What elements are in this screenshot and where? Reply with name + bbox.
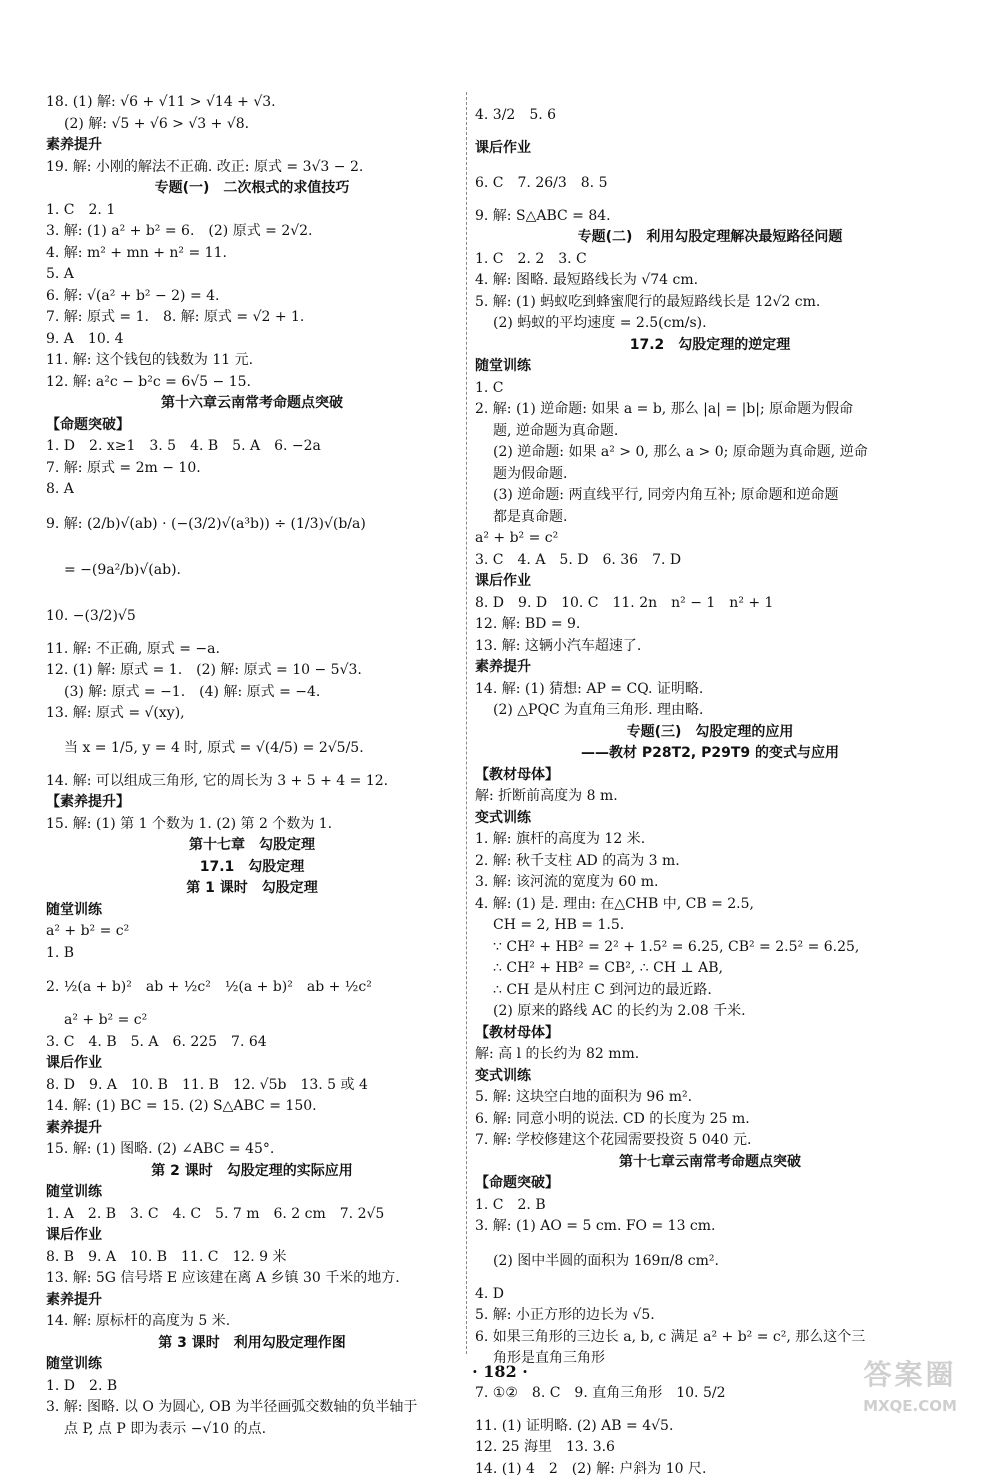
answer-line: 10. −(3/2)√5 <box>46 593 458 639</box>
answer-line: 9. A 10. 4 <box>46 329 458 351</box>
answer-line: 12. (1) 解: 原式 = 1. (2) 解: 原式 = 10 − 5√3. <box>46 660 458 682</box>
answer-line: 1. C 2. 1 <box>46 200 458 222</box>
answer-line: 7. 解: 学校修建这个花园需要投资 5 040 元. <box>475 1130 945 1152</box>
subsection-label: 课后作业 <box>475 571 945 593</box>
answer-line: 12. 解: a²c − b²c = 6√5 − 15. <box>46 372 458 394</box>
answer-line: ∴ CH² + HB² = CB², ∴ CH ⊥ AB, <box>475 958 945 980</box>
answer-line: 角形是直角三角形 <box>475 1348 945 1370</box>
subsection-label: 素养提升 <box>475 657 945 679</box>
section-heading: 第 3 课时 利用勾股定理作图 <box>46 1333 458 1355</box>
answer-line: 当 x = 1/5, y = 4 时, 原式 = √(4/5) = 2√5/5. <box>46 725 458 771</box>
page-number: · 182 · <box>0 1362 1000 1381</box>
answer-line: 8. B 9. A 10. B 11. C 12. 9 米 <box>46 1247 458 1269</box>
answer-line: 3. 解: 该河流的宽度为 60 m. <box>475 872 945 894</box>
subsection-label: 【素养提升】 <box>46 792 458 814</box>
answer-line: 11. 解: 不正确, 原式 = −a. <box>46 639 458 661</box>
answer-line: 15. 解: (1) 图略. (2) ∠ABC = 45°. <box>46 1139 458 1161</box>
section-heading: 专题(三) 勾股定理的应用 <box>475 722 945 744</box>
answer-line: 解: 高 l 的长约为 82 mm. <box>475 1044 945 1066</box>
answer-line: 12. 解: BD = 9. <box>475 614 945 636</box>
answer-line: CH = 2, HB = 1.5. <box>475 915 945 937</box>
subsection-label: 【命题突破】 <box>46 415 458 437</box>
answer-line: 都是真命题. <box>475 507 945 529</box>
answer-line: 5. A <box>46 264 458 286</box>
answer-line: (3) 解: 原式 = −1. (4) 解: 原式 = −4. <box>46 682 458 704</box>
subsection-label: 变式训练 <box>475 808 945 830</box>
answer-line: (2) △PQC 为直角三角形. 理由略. <box>475 700 945 722</box>
answer-line: 4. 解: (1) 是. 理由: 在△CHB 中, CB = 2.5, <box>475 894 945 916</box>
answer-line: 8. A <box>46 479 458 501</box>
answer-line: 9. 解: (2/b)√(ab) · (−(3/2)√(a³b)) ÷ (1/3)√(b/a) <box>46 501 458 547</box>
answer-line: 4. 解: m² + mn + n² = 11. <box>46 243 458 265</box>
watermark-text: 答案圈 <box>850 1355 970 1395</box>
answer-line: 7. ①② 8. C 9. 直角三角形 10. 5/2 <box>475 1370 945 1416</box>
answer-line: 12. 25 海里 13. 3.6 <box>475 1437 945 1459</box>
answer-line: 11. (1) 证明略. (2) AB = 4√5. <box>475 1416 945 1438</box>
answer-line: 6. C 7. 26/3 8. 5 <box>475 160 945 206</box>
answer-line: ∵ CH² + HB² = 2² + 1.5² = 6.25, CB² = 2.5² = 6.25, <box>475 937 945 959</box>
answer-line: 14. 解: 原标杆的高度为 5 米. <box>46 1311 458 1333</box>
subsection-label: 随堂训练 <box>46 900 458 922</box>
answer-line: 8. D 9. A 10. B 11. B 12. √5b 13. 5 或 4 <box>46 1075 458 1097</box>
section-heading: 17.1 勾股定理 <box>46 857 458 879</box>
answer-line: 6. 解: 同意小明的说法. CD 的长度为 25 m. <box>475 1109 945 1131</box>
answer-line: (2) 图中半圆的面积为 169π/8 cm². <box>475 1238 945 1284</box>
answer-line: 4. 3/2 5. 6 <box>475 92 945 138</box>
section-heading: ——教材 P28T2, P29T9 的变式与应用 <box>475 743 945 765</box>
answer-line: 8. D 9. D 10. C 11. 2n n² − 1 n² + 1 <box>475 593 945 615</box>
answer-line: 4. D <box>475 1284 945 1306</box>
answer-line: 1. 解: 旗杆的高度为 12 米. <box>475 829 945 851</box>
answer-line: 6. 如果三角形的三边长 a, b, c 满足 a² + b² = c², 那么这个三 <box>475 1327 945 1349</box>
answer-line: 7. 解: 原式 = 2m − 10. <box>46 458 458 480</box>
subsection-label: 随堂训练 <box>46 1182 458 1204</box>
section-heading: 第十七章云南常考命题点突破 <box>475 1152 945 1174</box>
answer-line: 11. 解: 这个钱包的钱数为 11 元. <box>46 350 458 372</box>
answer-line: 3. 解: 图略. 以 O 为圆心, OB 为半径画弧交数轴的负半轴于 <box>46 1397 458 1419</box>
answer-line: (2) 蚂蚁的平均速度 = 2.5(cm/s). <box>475 313 945 335</box>
subsection-label: 素养提升 <box>46 1290 458 1312</box>
section-heading: 专题(一) 二次根式的求值技巧 <box>46 178 458 200</box>
section-heading: 第十七章 勾股定理 <box>46 835 458 857</box>
subsection-label: 素养提升 <box>46 135 458 157</box>
answer-line: 4. 解: 图略. 最短路线长为 √74 cm. <box>475 270 945 292</box>
subsection-label: 课后作业 <box>475 138 945 160</box>
answer-line: 13. 解: 5G 信号塔 E 应该建在离 A 乡镇 30 千米的地方. <box>46 1268 458 1290</box>
answer-line: 18. (1) 解: √6 + √11 > √14 + √3. <box>46 92 458 114</box>
answer-line: 14. 解: (1) 猜想: AP = CQ. 证明略. <box>475 679 945 701</box>
answer-line: ∴ CH 是从村庄 C 到河边的最近路. <box>475 980 945 1002</box>
column-divider <box>466 92 467 1354</box>
subsection-label: 【教材母体】 <box>475 1023 945 1045</box>
answer-line: 点 P, 点 P 即为表示 −√10 的点. <box>46 1419 458 1441</box>
section-heading: 17.2 勾股定理的逆定理 <box>475 335 945 357</box>
answer-line: 2. 解: 秋千支柱 AD 的高为 3 m. <box>475 851 945 873</box>
answer-line: = −(9a²/b)√(ab). <box>46 547 458 593</box>
answer-line: 9. 解: S△ABC = 84. <box>475 206 945 228</box>
answer-line: a² + b² = c² <box>46 921 458 943</box>
right-column <box>475 92 945 1480</box>
answer-line: 1. C <box>475 378 945 400</box>
answer-line: (3) 逆命题: 两直线平行, 同旁内角互补; 原命题和逆命题 <box>475 485 945 507</box>
section-heading: 第 1 课时 勾股定理 <box>46 878 458 900</box>
section-heading: 第十六章云南常考命题点突破 <box>46 393 458 415</box>
subsection-label: 素养提升 <box>46 1118 458 1140</box>
answer-line: 14. (1) 4 2 (2) 解: 户斜为 10 尺. <box>475 1459 945 1480</box>
subsection-label: 课后作业 <box>46 1053 458 1075</box>
answer-line: 13. 解: 这辆小汽车超速了. <box>475 636 945 658</box>
answer-line: 解: 折断前高度为 8 m. <box>475 786 945 808</box>
answer-line: 3. C 4. A 5. D 6. 36 7. D <box>475 550 945 572</box>
answer-line: 1. B <box>46 943 458 965</box>
answer-line: (2) 解: √5 + √6 > √3 + √8. <box>46 114 458 136</box>
answer-line: 题, 逆命题为真命题. <box>475 421 945 443</box>
watermark-url: MXQE.COM <box>850 1395 970 1417</box>
answer-line: 15. 解: (1) 第 1 个数为 1. (2) 第 2 个数为 1. <box>46 814 458 836</box>
answer-line: 3. 解: (1) AO = 5 cm. FO = 13 cm. <box>475 1216 945 1238</box>
answer-line: 13. 解: 原式 = √(xy), <box>46 703 458 725</box>
answer-line: a² + b² = c² <box>46 1010 458 1032</box>
answer-line: 2. 解: (1) 逆命题: 如果 a = b, 那么 |a| = |b|; 原命题为假命 <box>475 399 945 421</box>
subsection-label: 随堂训练 <box>46 1354 458 1376</box>
answer-line: (2) 逆命题: 如果 a² > 0, 那么 a > 0; 原命题为真命题, 逆命 <box>475 442 945 464</box>
subsection-label: 随堂训练 <box>475 356 945 378</box>
subsection-label: 【教材母体】 <box>475 765 945 787</box>
answer-line: a² + b² = c² <box>475 528 945 550</box>
subsection-label: 变式训练 <box>475 1066 945 1088</box>
answer-line: 2. ½(a + b)² ab + ½c² ½(a + b)² ab + ½c² <box>46 964 458 1010</box>
subsection-label: 【命题突破】 <box>475 1173 945 1195</box>
answer-line: 1. A 2. B 3. C 4. C 5. 7 m 6. 2 cm 7. 2√5 <box>46 1204 458 1226</box>
watermark-logo <box>850 1355 970 1427</box>
answer-line: 5. 解: 这块空白地的面积为 96 m². <box>475 1087 945 1109</box>
section-heading: 专题(二) 利用勾股定理解决最短路径问题 <box>475 227 945 249</box>
answer-line: 5. 解: (1) 蚂蚁吃到蜂蜜爬行的最短路线长是 12√2 cm. <box>475 292 945 314</box>
answer-line: 7. 解: 原式 = 1. 8. 解: 原式 = √2 + 1. <box>46 307 458 329</box>
answer-line: 19. 解: 小刚的解法不正确. 改正: 原式 = 3√3 − 2. <box>46 157 458 179</box>
answer-line: 5. 解: 小正方形的边长为 √5. <box>475 1305 945 1327</box>
answer-line: 题为假命题. <box>475 464 945 486</box>
answer-line: 14. 解: (1) BC = 15. (2) S△ABC = 150. <box>46 1096 458 1118</box>
section-heading: 第 2 课时 勾股定理的实际应用 <box>46 1161 458 1183</box>
answer-line: 1. C 2. 2 3. C <box>475 249 945 271</box>
answer-line: 1. C 2. B <box>475 1195 945 1217</box>
subsection-label: 课后作业 <box>46 1225 458 1247</box>
left-column <box>46 92 458 1440</box>
answer-line: 14. 解: 可以组成三角形, 它的周长为 3 + 5 + 4 = 12. <box>46 771 458 793</box>
answer-line: 3. C 4. B 5. A 6. 225 7. 64 <box>46 1032 458 1054</box>
answer-line: 6. 解: √(a² + b² − 2) = 4. <box>46 286 458 308</box>
answer-line: (2) 原来的路线 AC 的长约为 2.08 千米. <box>475 1001 945 1023</box>
answer-line: 1. D 2. x≥1 3. 5 4. B 5. A 6. −2a <box>46 436 458 458</box>
answer-line: 1. D 2. B <box>46 1376 458 1398</box>
answer-line: 3. 解: (1) a² + b² = 6. (2) 原式 = 2√2. <box>46 221 458 243</box>
